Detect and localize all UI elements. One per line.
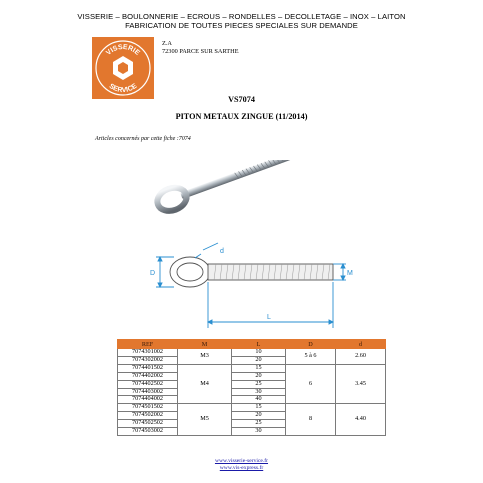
cell-l: 20 (232, 372, 286, 380)
logo-text-bottom: SERVICE (107, 82, 139, 95)
technical-drawing (150, 240, 355, 330)
col-header-d: d (336, 340, 386, 349)
cell-d: 2.60 (336, 349, 386, 365)
spec-table (117, 339, 386, 436)
cell-ref: 7074402502 (118, 380, 178, 388)
address-line-1: Z.A (162, 40, 172, 47)
dim-label-m: M (347, 270, 353, 277)
dim-label-big-d: D (150, 270, 156, 277)
address-line-2: 72300 PARCE SUR SARTHE (162, 48, 239, 55)
eye-bolt-photo (150, 160, 335, 220)
cell-big-d: 5 à 6 (286, 349, 336, 365)
visserie-service-logo (92, 37, 154, 99)
cell-l: 20 (232, 356, 286, 364)
link-vis-express[interactable]: www.vis-express.fr (219, 465, 264, 471)
cell-d: 3.45 (336, 364, 386, 404)
doc-code: VS7074 (228, 95, 255, 104)
cell-l: 20 (232, 412, 286, 420)
cell-ref: 7074502502 (118, 420, 178, 428)
col-header-big-d: D (286, 340, 336, 349)
cell-ref: 7074403002 (118, 388, 178, 396)
cell-ref: 7074503002 (118, 428, 178, 436)
articles-note: Articles concernés par cette fiche :7074 (95, 136, 191, 142)
cell-l: 25 (232, 380, 286, 388)
cell-l: 25 (232, 420, 286, 428)
header-line-1: VISSERIE – BOULONNERIE – ECROUS – RONDELLES – DECOLLETAGE – INOX – LAITON (77, 12, 406, 21)
cell-ref: 7074502002 (118, 412, 178, 420)
cell-ref: 7074404002 (118, 396, 178, 404)
link-visserie-service[interactable]: www.visserie-service.fr (214, 458, 269, 464)
col-header-l: L (232, 340, 286, 349)
cell-l: 10 (232, 349, 286, 357)
cell-big-d: 8 (286, 404, 336, 436)
cell-l: 40 (232, 396, 286, 404)
cell-m: M3 (178, 349, 232, 365)
cell-l: 15 (232, 404, 286, 412)
cell-l: 30 (232, 388, 286, 396)
cell-ref: 7074401502 (118, 364, 178, 372)
cell-ref: 7074501502 (118, 404, 178, 412)
cell-m: M5 (178, 404, 232, 436)
footer-link-1-wrap (0, 458, 483, 465)
cell-ref: 7074402002 (118, 372, 178, 380)
cell-d: 4.40 (336, 404, 386, 436)
footer-link-2-wrap (0, 465, 483, 472)
cell-ref: 7074302002 (118, 356, 178, 364)
col-header-m: M (178, 340, 232, 349)
dim-label-d: d (220, 248, 224, 255)
col-header-ref: REF (118, 340, 178, 349)
header-line-2: FABRICATION DE TOUTES PIECES SPECIALES SUR DEMANDE (125, 21, 358, 30)
cell-l: 15 (232, 364, 286, 372)
logo-text-top: VISSERIE (105, 43, 141, 57)
dim-label-l: L (267, 314, 271, 321)
cell-ref: 7074301002 (118, 349, 178, 357)
doc-title: PITON METAUX ZINGUE (11/2014) (175, 112, 308, 121)
cell-m: M4 (178, 364, 232, 404)
cell-l: 30 (232, 428, 286, 436)
cell-big-d: 6 (286, 364, 336, 404)
